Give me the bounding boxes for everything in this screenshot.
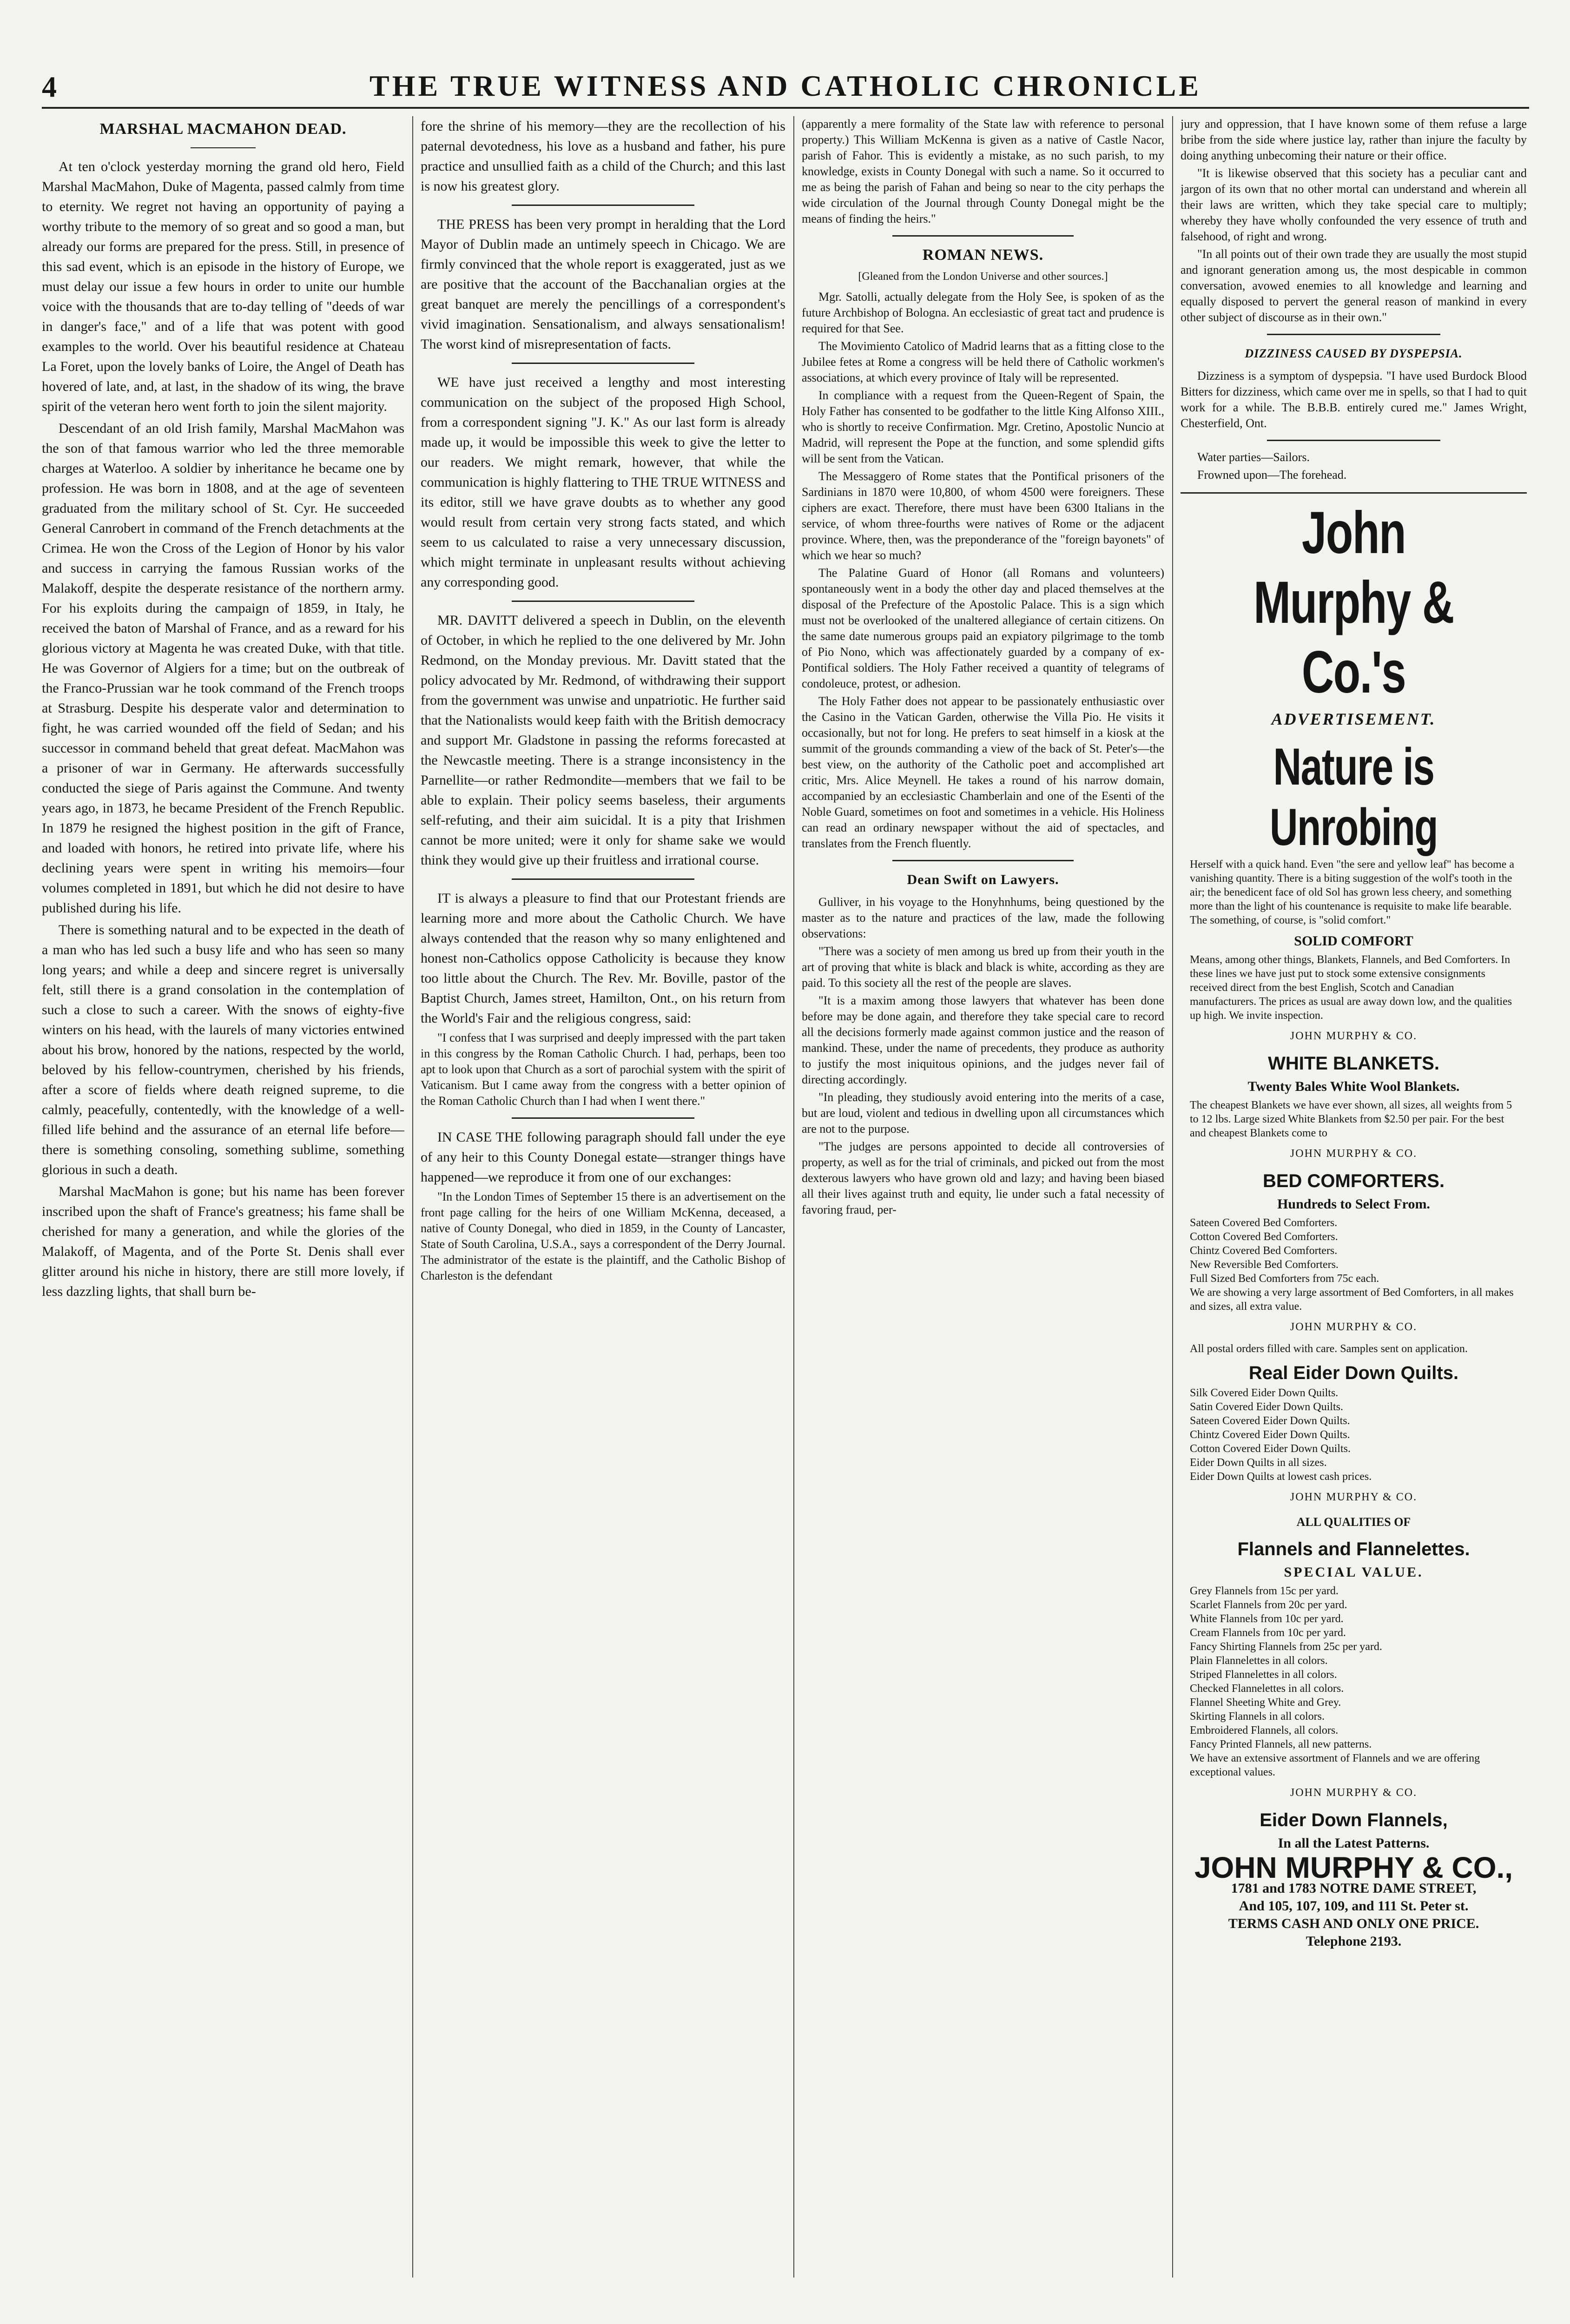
ad-subheading: SPECIAL VALUE.	[1284, 1565, 1424, 1580]
ad-signature: JOHN MURPHY & CO.	[1290, 1321, 1418, 1333]
ad-text: All postal orders filled with care. Samples sent on application.	[1190, 1343, 1468, 1355]
news-paragraph: The Movimiento Catolico of Madrid learns that as a fitting close to the Jubilee fetes at Rome a congress will be held there of Catholic workmen's associations, at which every province of Italy will be represented.	[802, 339, 1164, 384]
divider	[191, 147, 256, 148]
ad-subheading: SOLID COMFORT	[1294, 933, 1413, 949]
news-paragraph: The Messaggero of Rome states that the Pontifical prisoners of the Sardinians in 1870 were 10,800, of whom 4500 were foreigners. These ciphers are exact. Therefore, there must have been 6300 Italians in the service, of whom three-fourths were natives of Rome or the adjacent province. Where, then, was the preponderance of the "foreign bayonets" of which we hear so much?	[802, 469, 1164, 562]
list-item: Cotton Covered Bed Comforters.	[1190, 1231, 1338, 1243]
list-item: Striped Flannelettes in all colors.	[1190, 1669, 1337, 1681]
article-paragraph: There is something natural and to be expected in the death of a man who has led such a busy life and who has seen so many long years; and while a deep and sincere regret is universally felt, still there is a grand consolation in the contemplation of such a close to such a career. With the snows of eighty-five winters on his head, with the laurels of many victories entwined about his brow, honored by the nations, respected by the world, beloved by his fellow-countrymen, cherished by his friends, after a score of fields where death reigned supreme, to die calmly, peacefully, contentedly, with the knowledge of a well-filled life behind and the assurance of an eternal life before—there is something consoling, something sublime, something glorious in such a death.	[42, 922, 404, 1177]
list-item: Cream Flannels from 10c per yard.	[1190, 1627, 1346, 1639]
column-divider	[412, 116, 413, 2278]
column-2	[421, 116, 785, 2278]
column-3	[802, 116, 1164, 2278]
article-paragraph: At ten o'clock yesterday morning the grand old hero, Field Marshal MacMahon, Duke of Magenta, passed calmly from time to eternity. We regret not having an opportunity of paying a worthy tribute to the memory of so great and so good a man, but already our forms are prepared for the press. Still, in presence of this sad event, which is an episode in the history of Europe, we must delay our issue a few hours in order to unite our humble voice with the thousands that are to-day telling of "deeds of war in danger's face," and of a life that was potent with good examples to the world. Over his beautiful residence at Chateau La Foret, upon the lovely banks of Loire, the Angel of Death has hovered of late, and, at last, in the shadow of its wing, the brave spirit of the veteran hero went forth to join the silent majority.	[42, 159, 404, 414]
article-paragraph: Marshal MacMahon is gone; but his name has been forever inscribed upon the shaft of France's greatness; his fame shall be cherished for many a generation, and while the glories of the Malakoff, of Magenta, and of the Porte St. Denis shall ever glitter around his niche in history, there are still more lovely, if less dazzling lights, that shall burn be-	[42, 1184, 404, 1299]
company-address: 1781 and 1783 NOTRE DAME STREET,	[1231, 1881, 1477, 1896]
news-paragraph: "It is a maxim among those lawyers that whatever has been done before may be done again, and therefore they take special care to record all the decisions formerly made against common justice and the reason of mankind. These, under the name of precedents, they produce as authority to justify the most iniquitous opinions, and the judges never fail of directing accordingly.	[802, 994, 1164, 1086]
list-item: Full Sized Bed Comforters from 75c each.	[1190, 1273, 1379, 1285]
list-item: White Flannels from 10c per yard.	[1190, 1613, 1344, 1625]
quote-paragraph: "In the London Times of September 15 there is an advertisement on the front page calling for the heirs of one William McKenna, deceased, a native of County Donegal, who died in 1859, in the County of Lancaster, State of South Carolina, U.S.A., says a correspondent of the Derry Journal. The administrator of the estate is the plaintiff, and the Catholic Bishop of Charleston is the defendant	[421, 1190, 785, 1282]
list-item: New Reversible Bed Comforters.	[1190, 1259, 1339, 1271]
list-item: Sateen Covered Eider Down Quilts.	[1190, 1415, 1350, 1427]
ad-list	[1181, 1216, 1527, 1314]
list-item: Satin Covered Eider Down Quilts.	[1190, 1401, 1343, 1413]
news-paragraph: Gulliver, in his voyage to the Honyhnhums, being questioned by the master as to the nature and practices of the law, made the following observations:	[802, 895, 1164, 940]
ad-heading: BED COMFORTERS.	[1262, 1171, 1445, 1191]
page-number: 4	[42, 70, 57, 103]
list-item: Skirting Flannels in all colors.	[1190, 1710, 1325, 1723]
company-address: And 105, 107, 109, and 111 St. Peter st.	[1239, 1898, 1469, 1914]
divider	[892, 235, 1074, 237]
divider	[1267, 334, 1440, 335]
ad-list	[1181, 1386, 1527, 1484]
company-telephone: Telephone 2193.	[1306, 1934, 1402, 1949]
list-item: Fancy Shirting Flannels from 25c per yard.	[1190, 1641, 1382, 1653]
column-4	[1181, 116, 1527, 2278]
article-paragraph: "It is likewise observed that this society has a peculiar cant and jargon of its own that no other mortal can understand and wherein all their laws are written, which they take special care to multiply; whereby they have wholly confounded the very essence of truth and falsehood, of right and wrong.	[1181, 166, 1527, 243]
ad-subheading: ALL QUALITIES OF	[1296, 1515, 1411, 1529]
list-item: Cotton Covered Eider Down Quilts.	[1190, 1443, 1351, 1455]
editorial-paragraph: MR. DAVITT delivered a speech in Dublin, on the eleventh of October, in which he replied to the one delivered by Mr. John Redmond, on the Monday previous. Mr. Davitt stated that the policy advocated by Mr. Redmond, of withdrawing their support from the government was unwise and unpatriotic. He further said that the Nationalists would keep faith with the British democracy and support Mr. Gladstone in passing the reforms forecasted at the Newcastle meeting. There is a strange inconsistency in the Parnellite—or rather Redmondite—members that we fail to be able to explain. Their policy seems baseless, their arguments self-refuting, and their aim suicidal. It is a pity that Irishmen cannot be more united; were it only for shame sake we would think they would give up their fruitless and irrational course.	[421, 613, 785, 868]
company-terms: TERMS CASH AND ONLY ONE PRICE.	[1228, 1916, 1479, 1931]
editorial-paragraph: IT is always a pleasure to find that our Protestant friends are learning more and more about the Catholic Church. We have always contended that the reason why so many enlightened and honest non-Catholics oppose Catholicity is because they know too little about the Church. The Rev. Mr. Boville, pastor of the Baptist Church, James street, Hamilton, Ont., on his return from the World's Fair and the religious congress, said:	[421, 891, 785, 1026]
list-item: We have an extensive assortment of Flannels and we are offering exceptional values.	[1190, 1752, 1480, 1778]
divider	[512, 363, 694, 364]
news-paragraph: "In pleading, they studiously avoid entering into the merits of a case, but are loud, violent and tedious in dwelling upon all circumstances which are not to the purpose.	[802, 1090, 1164, 1136]
company-name: JOHN MURPHY & CO.,	[1194, 1851, 1513, 1884]
quip: Frowned upon—The forehead.	[1197, 468, 1347, 482]
masthead	[42, 65, 1529, 109]
news-paragraph: "There was a society of men among us bred up from their youth in the art of proving that white is black and black is white, according as they are paid. To this society all the rest of the people are slaves.	[802, 944, 1164, 990]
list-item: Flannel Sheeting White and Grey.	[1190, 1697, 1341, 1709]
murphy-advertisement	[1181, 492, 1527, 1950]
list-item: Scarlet Flannels from 20c per yard.	[1190, 1599, 1347, 1611]
divider	[892, 860, 1074, 861]
ad-subtitle: ADVERTISEMENT.	[1271, 710, 1436, 728]
list-item: Chintz Covered Eider Down Quilts.	[1190, 1429, 1350, 1441]
dyspepsia-paragraph: Dizziness is a symptom of dyspepsia. "I have used Burdock Blood Bitters for dizziness, which came over me in spells, so that I had to quit work for a while. The B.B.B. entirely cured me." James Wright, Chesterfield, Ont.	[1181, 369, 1527, 430]
ad-subheading: Hundreds to Select From.	[1277, 1196, 1430, 1212]
editorial-paragraph: IN CASE THE following paragraph should fall under the eye of any heir to this County Donegal estate—stranger things have happened—we reproduce it from one of our exchanges:	[421, 1129, 785, 1185]
roman-news-subheading: [Gleaned from the London Universe and other sources.]	[858, 271, 1108, 283]
ad-nature-heading: Nature is Unrobing	[1269, 738, 1438, 856]
ad-heading: Flannels and Flannelettes.	[1237, 1539, 1470, 1559]
roman-news-heading: ROMAN NEWS.	[922, 246, 1044, 264]
quote-paragraph: "I confess that I was surprised and deeply impressed with the part taken in this congress by the Roman Catholic Church. I had, perhaps, been too apt to look upon that Church as a sort of parochial system with the spirit of Vaticanism. But I came away from the congress with a better opinion of the Roman Catholic Church than I had when I went there."	[421, 1031, 785, 1108]
list-item: Silk Covered Eider Down Quilts.	[1190, 1387, 1339, 1399]
divider	[512, 601, 694, 602]
ad-signature: JOHN MURPHY & CO.	[1290, 1030, 1418, 1042]
news-paragraph: The Palatine Guard of Honor (all Romans and volunteers) spontaneously went in a body the other day and placed themselves at the disposal of the Prefecture of the Apostolic Palace. This is a sign which must not be overlooked of the unaltered allegiance of certain citizens. On the same date numerous groups paid an expiatory pilgrimage to the tomb of Pio Nono, which was affectionately guarded by a company of ex-Pontifical soldiers. The Holy Father received a quantity of telegrams of condoleuce, protest, or adhesion.	[802, 566, 1164, 690]
list-item: Checked Flannelettes in all colors.	[1190, 1683, 1344, 1695]
editorial-paragraph: WE have just received a lengthy and most interesting communication on the subject of the proposed High School, from a correspondent signing "J. K." As our last form is already made up, it would be impossible this week to give the letter to our readers. We might remark, however, that while the communication is highly flattering to THE TRUE WITNESS and its editor, still we have grave doubts as to whether any good would result from certain very strong facts stated, and which seem to us calculated to raise a very unnecessary discussion, which might terminate in unpleasant results without achieving any corresponding good.	[421, 375, 785, 590]
divider	[512, 205, 694, 206]
list-item: Plain Flannelettes in all colors.	[1190, 1655, 1328, 1667]
newspaper-title: THE TRUE WITNESS AND CATHOLIC CHRONICLE	[369, 69, 1201, 102]
article-paragraph: "In all points out of their own trade they are usually the most stupid and ignorant generation among us, the most despicable in common conversation, avowed enemies to all knowledge and learning and equally disposed to pervert the general reason of mankind in every other subject of discourse as in their own."	[1181, 247, 1527, 324]
dyspepsia-heading: DIZZINESS CAUSED BY DYSPEPSIA.	[1245, 347, 1463, 360]
ad-signature: JOHN MURPHY & CO.	[1290, 1491, 1418, 1503]
ad-heading: Eider Down Flannels,	[1260, 1810, 1448, 1830]
list-item: Sateen Covered Bed Comforters.	[1190, 1217, 1338, 1229]
dean-swift-heading: Dean Swift on Lawyers.	[907, 872, 1059, 887]
quip: Water parties—Sailors.	[1197, 450, 1310, 464]
news-paragraph: Mgr. Satolli, actually delegate from the Holy See, is spoken of as the future Archbishop of Bologna. An ecclesiastic of great tact and prudence is required for that See.	[802, 290, 1164, 335]
column-divider	[793, 116, 794, 2278]
divider	[512, 1117, 694, 1119]
list-item: We are showing a very large assortment of Bed Comforters, in all makes and sizes, all extra value.	[1190, 1287, 1514, 1313]
ad-heading: Real Eider Down Quilts.	[1248, 1363, 1459, 1383]
ad-signature: JOHN MURPHY & CO.	[1290, 1148, 1418, 1160]
column-divider	[1172, 116, 1173, 2278]
news-paragraph: The Holy Father does not appear to be passionately enthusiastic over the Casino in the Vatican Garden, otherwise the Villa Pio. He visits it occasionally, but not for long. He prefers to seat himself in a kiosk at the summit of the grounds commanding a view of the back of St. Peter's—the best view, on the authority of the Catholic poet and accomplished art critic, Mrs. Alice Meynell. He takes a round of his narrow domain, accompanied by an ecclesiastic Chamberlain and one of the Esenti of the Noble Guard, sometimes on foot and sometimes in a vehicle. His Holiness can read an ordinary newspaper without the aid of spectacles, and translates from the French fluently.	[802, 694, 1164, 850]
article-paragraph: jury and oppression, that I have known some of them refuse a large bribe from the side where justice lay, rather than injure the faculty by doing anything unbecoming their nature or their office.	[1181, 117, 1527, 162]
macmahon-heading: MARSHAL MACMAHON DEAD.	[99, 120, 347, 138]
list-item: Grey Flannels from 15c per yard.	[1190, 1585, 1339, 1597]
article-paragraph: fore the shrine of his memory—they are the recollection of his paternal devotedness, his love as a husband and father, his pure practice and unsullied faith as a child of the Church; and this last is now his greatest glory.	[421, 119, 785, 194]
news-paragraph: In compliance with a request from the Queen-Regent of Spain, the Holy Father has consented to be godfather to the little King Alfonso XIII., who is shortly to receive Confirmation. Mgr. Cretino, Apostolic Nuncio at Madrid, will represent the Pope at the function, and some splendid gifts will be sent from the Vatican.	[802, 389, 1164, 465]
list-item: Eider Down Quilts in all sizes.	[1190, 1457, 1327, 1469]
ad-text: Means, among other things, Blankets, Flannels, and Bed Comforters. In these lines we have just put to stock some extensive consignments received direct from the best English, Scotch and Canadian manufacturers. The prices as usual are away down low, and the qualities up high. We invite inspection.	[1190, 954, 1512, 1022]
ad-list	[1181, 1584, 1527, 1779]
list-item: Chintz Covered Bed Comforters.	[1190, 1245, 1338, 1257]
ad-subheading: Twenty Bales White Wool Blankets.	[1247, 1079, 1460, 1094]
article-paragraph: (apparently a mere formality of the State law with reference to personal property.) This William McKenna is given as a native of Castle Nacor, parish of Fahor. This is evidently a mistake, as no such parish, to my knowledge, exists in County Donegal with such a name. So it occurred to me as being the parish of Fahan and being so near to the city perhaps the wide circulation of the Journal through County Donegal might be the means of finding the heirs."	[802, 117, 1164, 225]
news-paragraph: "The judges are persons appointed to decide all controversies of property, as well as for the trial of criminals, and picked out from the most dexterous lawyers who have grown old and lazy; and having been biased all their lives against truth and equity, lie under such a fatal necessity of favoring fraud, per-	[802, 1140, 1164, 1216]
ad-text: The cheapest Blankets we have ever shown, all sizes, all weights from 5 to 12 lbs. Large sized White Blankets from $2.50 per pair. For the best and cheapest Blankets come to	[1190, 1099, 1512, 1139]
list-item: Eider Down Quilts at lowest cash prices.	[1190, 1471, 1372, 1483]
ad-heading: WHITE BLANKETS.	[1268, 1053, 1439, 1074]
article-paragraph: Descendant of an old Irish family, Marshal MacMahon was the son of that famous warrior who led the three memorable charges at Waterloo. A soldier by inheritance he became one by profession. He was born in 1808, and at the age of seventeen graduated from the military school of St. Cyr. He succeeded General Canrobert in command of the French detachments at the Crimea. He won the Cross of the Legion of Honor by his valor and success in carrying the famous Russian works of the Malakoff, despite the desperate resistance of the northern army. For his exploits during the campaign of 1859, in Italy, he received the baton of Marshal of France, and as a reward for his glorious victory at Magenta he was created Duke, with that title. He was Governor of Algiers for a time; but on the outbreak of the Franco-Prussian war he took command of the French troops at Strasburg. Despite his desperate valor and determination to fight, he was carried wounded off the field of Sedan; and his successor in command beheld that great defeat. MacMahon was a prisoner of war in Germany. He afterwards successfully conducted the siege of Paris against the Commune. And twenty years ago, in 1873, he became President of the French Republic. In 1879 he resigned the highest position in the gift of France, and loaded with honors, he retired into private life, where his declining years were spent in writing his memoirs—four volumes completed in 1891, but which he did not desire to have published during his life.	[42, 421, 404, 916]
ad-text: Herself with a quick hand. Even "the sere and yellow leaf" has become a vanishing quantity. There is a biting suggestion of the wolf's tooth in the air; the benedicent face of old Sol has grown less cheery, and something more than the light of his countenance is requisite to make life bearable. The something, of course, is "solid comfort."	[1190, 858, 1514, 926]
ad-signature: JOHN MURPHY & CO.	[1290, 1787, 1418, 1799]
column-1	[42, 116, 404, 2278]
divider	[512, 878, 694, 880]
divider	[1267, 440, 1440, 441]
ad-title: John Murphy & Co.'s	[1253, 500, 1454, 706]
list-item: Embroidered Flannels, all colors.	[1190, 1724, 1339, 1736]
ad-subheading: In all the Latest Patterns.	[1278, 1835, 1430, 1851]
editorial-paragraph: THE PRESS has been very prompt in heralding that the Lord Mayor of Dublin made an untimely speech in Chicago. We are firmly convinced that the whole report is exaggerated, just as we are positive that the account of the Bacchanalian orgies at the great banquet are merely the pencillings of a correspondent's vivid imagination. Sensationalism, and always sensationalism! The worst kind of misrepresentation of facts.	[421, 217, 785, 352]
list-item: Fancy Printed Flannels, all new patterns.	[1190, 1738, 1372, 1750]
